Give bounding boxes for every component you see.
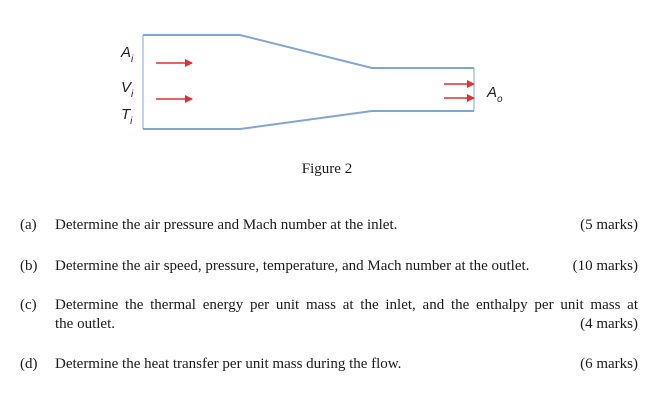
duct-top-wall (143, 35, 474, 68)
question-marks: (6 marks) (580, 356, 638, 372)
question-tag: (d) (20, 356, 38, 372)
question-text: Determine the air speed, pressure, temperature, and Mach number at the outlet. (55, 258, 530, 274)
inlet-area-label: $A_i$ (121, 44, 134, 65)
question-text: Determine the heat transfer per unit mass during the flow. (55, 356, 402, 372)
inlet-velocity-label: $V_i$ (121, 79, 134, 100)
nozzle-figure (0, 0, 654, 160)
question-text-line-1: Determine the thermal energy per unit mass at the inlet, and the enthalpy per unit mass at (55, 297, 638, 313)
outlet-area-label: $A_o$ (487, 84, 503, 105)
question-tag: (c) (20, 297, 37, 313)
question-text (55, 296, 638, 334)
question-text-line-2: the outlet. (55, 316, 115, 332)
figure-caption: Figure 2 (301, 161, 353, 177)
question-c (20, 296, 638, 336)
question-marks: (5 marks) (580, 217, 638, 233)
inlet-temperature-label: $T_i$ (121, 106, 133, 127)
duct-bottom-wall (143, 111, 474, 129)
question-tag: (b) (20, 258, 38, 274)
question-tag: (a) (20, 217, 37, 233)
question-marks: (10 marks) (572, 258, 638, 274)
question-marks: (4 marks) (580, 316, 638, 332)
question-text: Determine the air pressure and Mach number at the inlet. (55, 217, 398, 233)
